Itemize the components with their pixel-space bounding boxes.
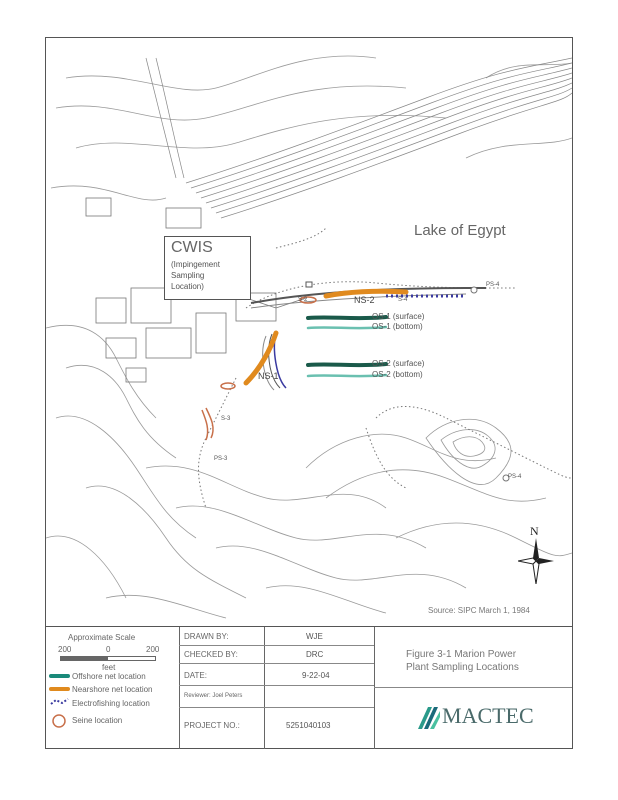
legend-symbols [48,671,72,741]
map-sheet [45,37,573,749]
legend-offshore: Offshore net location [72,672,146,681]
label-s4: S-4 [398,297,408,303]
scale-left: 200 [58,645,72,654]
north-arrow [518,524,554,584]
north-label: N [530,524,539,538]
scale-unit: feet [102,663,116,672]
checked-by-value: DRC [306,650,324,659]
source-note: Source: SIPC March 1, 1984 [428,606,530,615]
date-value: 9-22-04 [302,671,330,680]
label-ps3: PS-3 [214,456,228,462]
reviewer: Reviewer: Joel Peters [184,693,243,699]
label-s2: S-2 [298,297,308,303]
label-os1-bottom: OS-1 (bottom) [372,322,423,331]
company-logo [416,699,556,735]
title-block [46,626,572,749]
company-name: MACTEC [442,703,534,728]
scale-title: Approximate Scale [68,633,136,642]
label-os2-bottom: OS-2 (bottom) [372,370,423,379]
cwis-title: CWIS [171,239,213,256]
figure-title-line1: Figure 3-1 Marion Power [406,649,517,660]
cwis-sub3: Location) [171,282,204,291]
seine-symbol [53,715,65,727]
cwis-sub1: (Impingement [171,260,220,269]
label-ps4-south: PS-4 [508,474,522,480]
scale-right: 200 [146,645,160,654]
legend-seine: Seine location [72,716,123,725]
label-ns2: NS-2 [354,295,375,305]
compass-icon [518,538,554,584]
label-ns1: NS-1 [258,371,279,381]
label-ps4: PS-4 [486,282,500,288]
project-label: PROJECT NO.: [184,721,240,730]
lake-label: Lake of Egypt [414,222,506,239]
legend-nearshore: Nearshore net location [72,685,153,694]
label-s3: S-3 [221,416,231,422]
drawn-by-label: DRAWN BY: [184,632,229,641]
topographic-map [46,38,572,626]
electrofishing-symbol [51,699,68,704]
figure-title-line2: Plant Sampling Locations [406,662,519,673]
date-label: DATE: [184,671,207,680]
ps4-marker [471,287,477,293]
checked-by-label: CHECKED BY: [184,650,238,659]
scale-mid: 0 [106,645,111,654]
project-value: 5251040103 [286,721,331,730]
legend-electrofishing: Electrofishing location [72,699,150,708]
cwis-sub2: Sampling [171,271,205,280]
seine-s1 [221,383,235,389]
drawn-by-value: WJE [306,632,323,641]
label-os2-surface: OS-2 (surface) [372,359,425,368]
label-os1-surface: OS-1 (surface) [372,312,425,321]
mactec-logo-icon [416,705,442,731]
cwis-box [164,236,251,300]
